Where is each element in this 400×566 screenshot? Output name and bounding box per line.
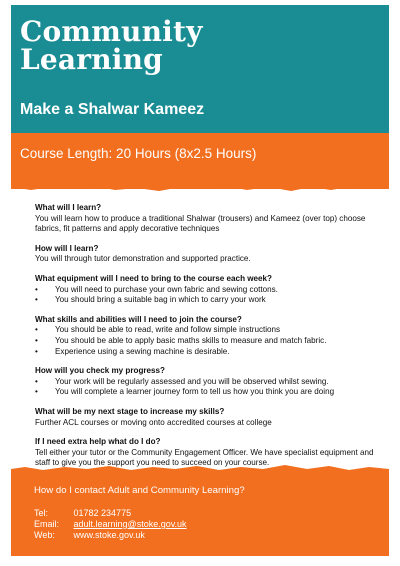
course-length: Course Length: 20 Hours (8x2.5 Hours)	[20, 146, 257, 161]
list-item: • You should be able to apply basic maths skills to measure and match fabric.	[35, 336, 380, 347]
list-item: • Experience using a sewing machine is desirable.	[35, 347, 380, 358]
section-heading: What will be my next stage to increase my skills?	[35, 406, 225, 416]
email-link[interactable]: adult.learning@stoke.gov.uk	[73, 519, 187, 529]
list-item: • You will need to purchase your own fabric and sewing cottons.	[35, 285, 380, 296]
torn-edge-top	[11, 183, 389, 193]
list-item: • You should bring a suitable bag in which to carry your work	[35, 295, 380, 306]
brand-line-1: Community	[20, 15, 203, 48]
flyer-page	[11, 5, 389, 556]
list-item: • You will complete a learner journey form to tell us how you think you are doing	[35, 387, 380, 398]
web-link[interactable]: www.stoke.gov.uk	[73, 530, 145, 540]
section	[35, 274, 380, 306]
section	[35, 366, 380, 398]
section-heading: How will I learn?	[35, 243, 99, 253]
section	[35, 203, 380, 235]
section-heading: If I need extra help what do I do?	[35, 437, 161, 447]
tel-value: 01782 234775	[73, 508, 132, 518]
email-label: Email:	[34, 519, 60, 529]
section-text: You will learn how to produce a traditional Shalwar (trousers) and Kameez (over top) choose fabrics, fit patterns and apply decorative techniques	[35, 213, 366, 234]
section-heading: What will I learn?	[35, 203, 102, 212]
course-details	[35, 203, 380, 478]
section-text: Tell either your tutor or the Community Engagement Officer. We have specialist equipment and staff to give you the support you need to succeed on your course.	[35, 447, 374, 468]
section-text: You will through tutor demonstration and supported practice.	[35, 254, 251, 264]
bullet-list	[35, 285, 380, 306]
section-heading: What skills and abilities will I need to join the course?	[35, 314, 242, 324]
contact-tel-row	[34, 508, 131, 518]
bullet-list	[35, 325, 380, 357]
section-heading: How will you check my progress?	[35, 366, 165, 376]
section-text: Further ACL courses or moving onto accredited courses at college	[35, 417, 272, 427]
brand-line-2: Learning	[20, 43, 163, 76]
list-item: • Your work will be regularly assessed and you will be observed whilst sewing.	[35, 377, 380, 388]
contact-email-row	[34, 519, 187, 529]
brand-logo	[20, 15, 203, 76]
section	[35, 315, 380, 357]
list-item: • You should be able to read, write and follow simple instructions	[35, 325, 380, 336]
section	[35, 244, 380, 265]
contact-web-row	[34, 530, 145, 540]
tel-label: Tel:	[34, 508, 49, 518]
course-title: Make a Shalwar Kameez	[20, 101, 205, 118]
course-length-banner	[11, 133, 389, 189]
bullet-list	[35, 377, 380, 398]
web-label: Web:	[34, 530, 55, 540]
section	[35, 407, 380, 428]
section-heading: What equipment will I need to bring to the course each week?	[35, 273, 272, 283]
contact-heading: How do I contact Adult and Community Learning?	[34, 485, 245, 496]
